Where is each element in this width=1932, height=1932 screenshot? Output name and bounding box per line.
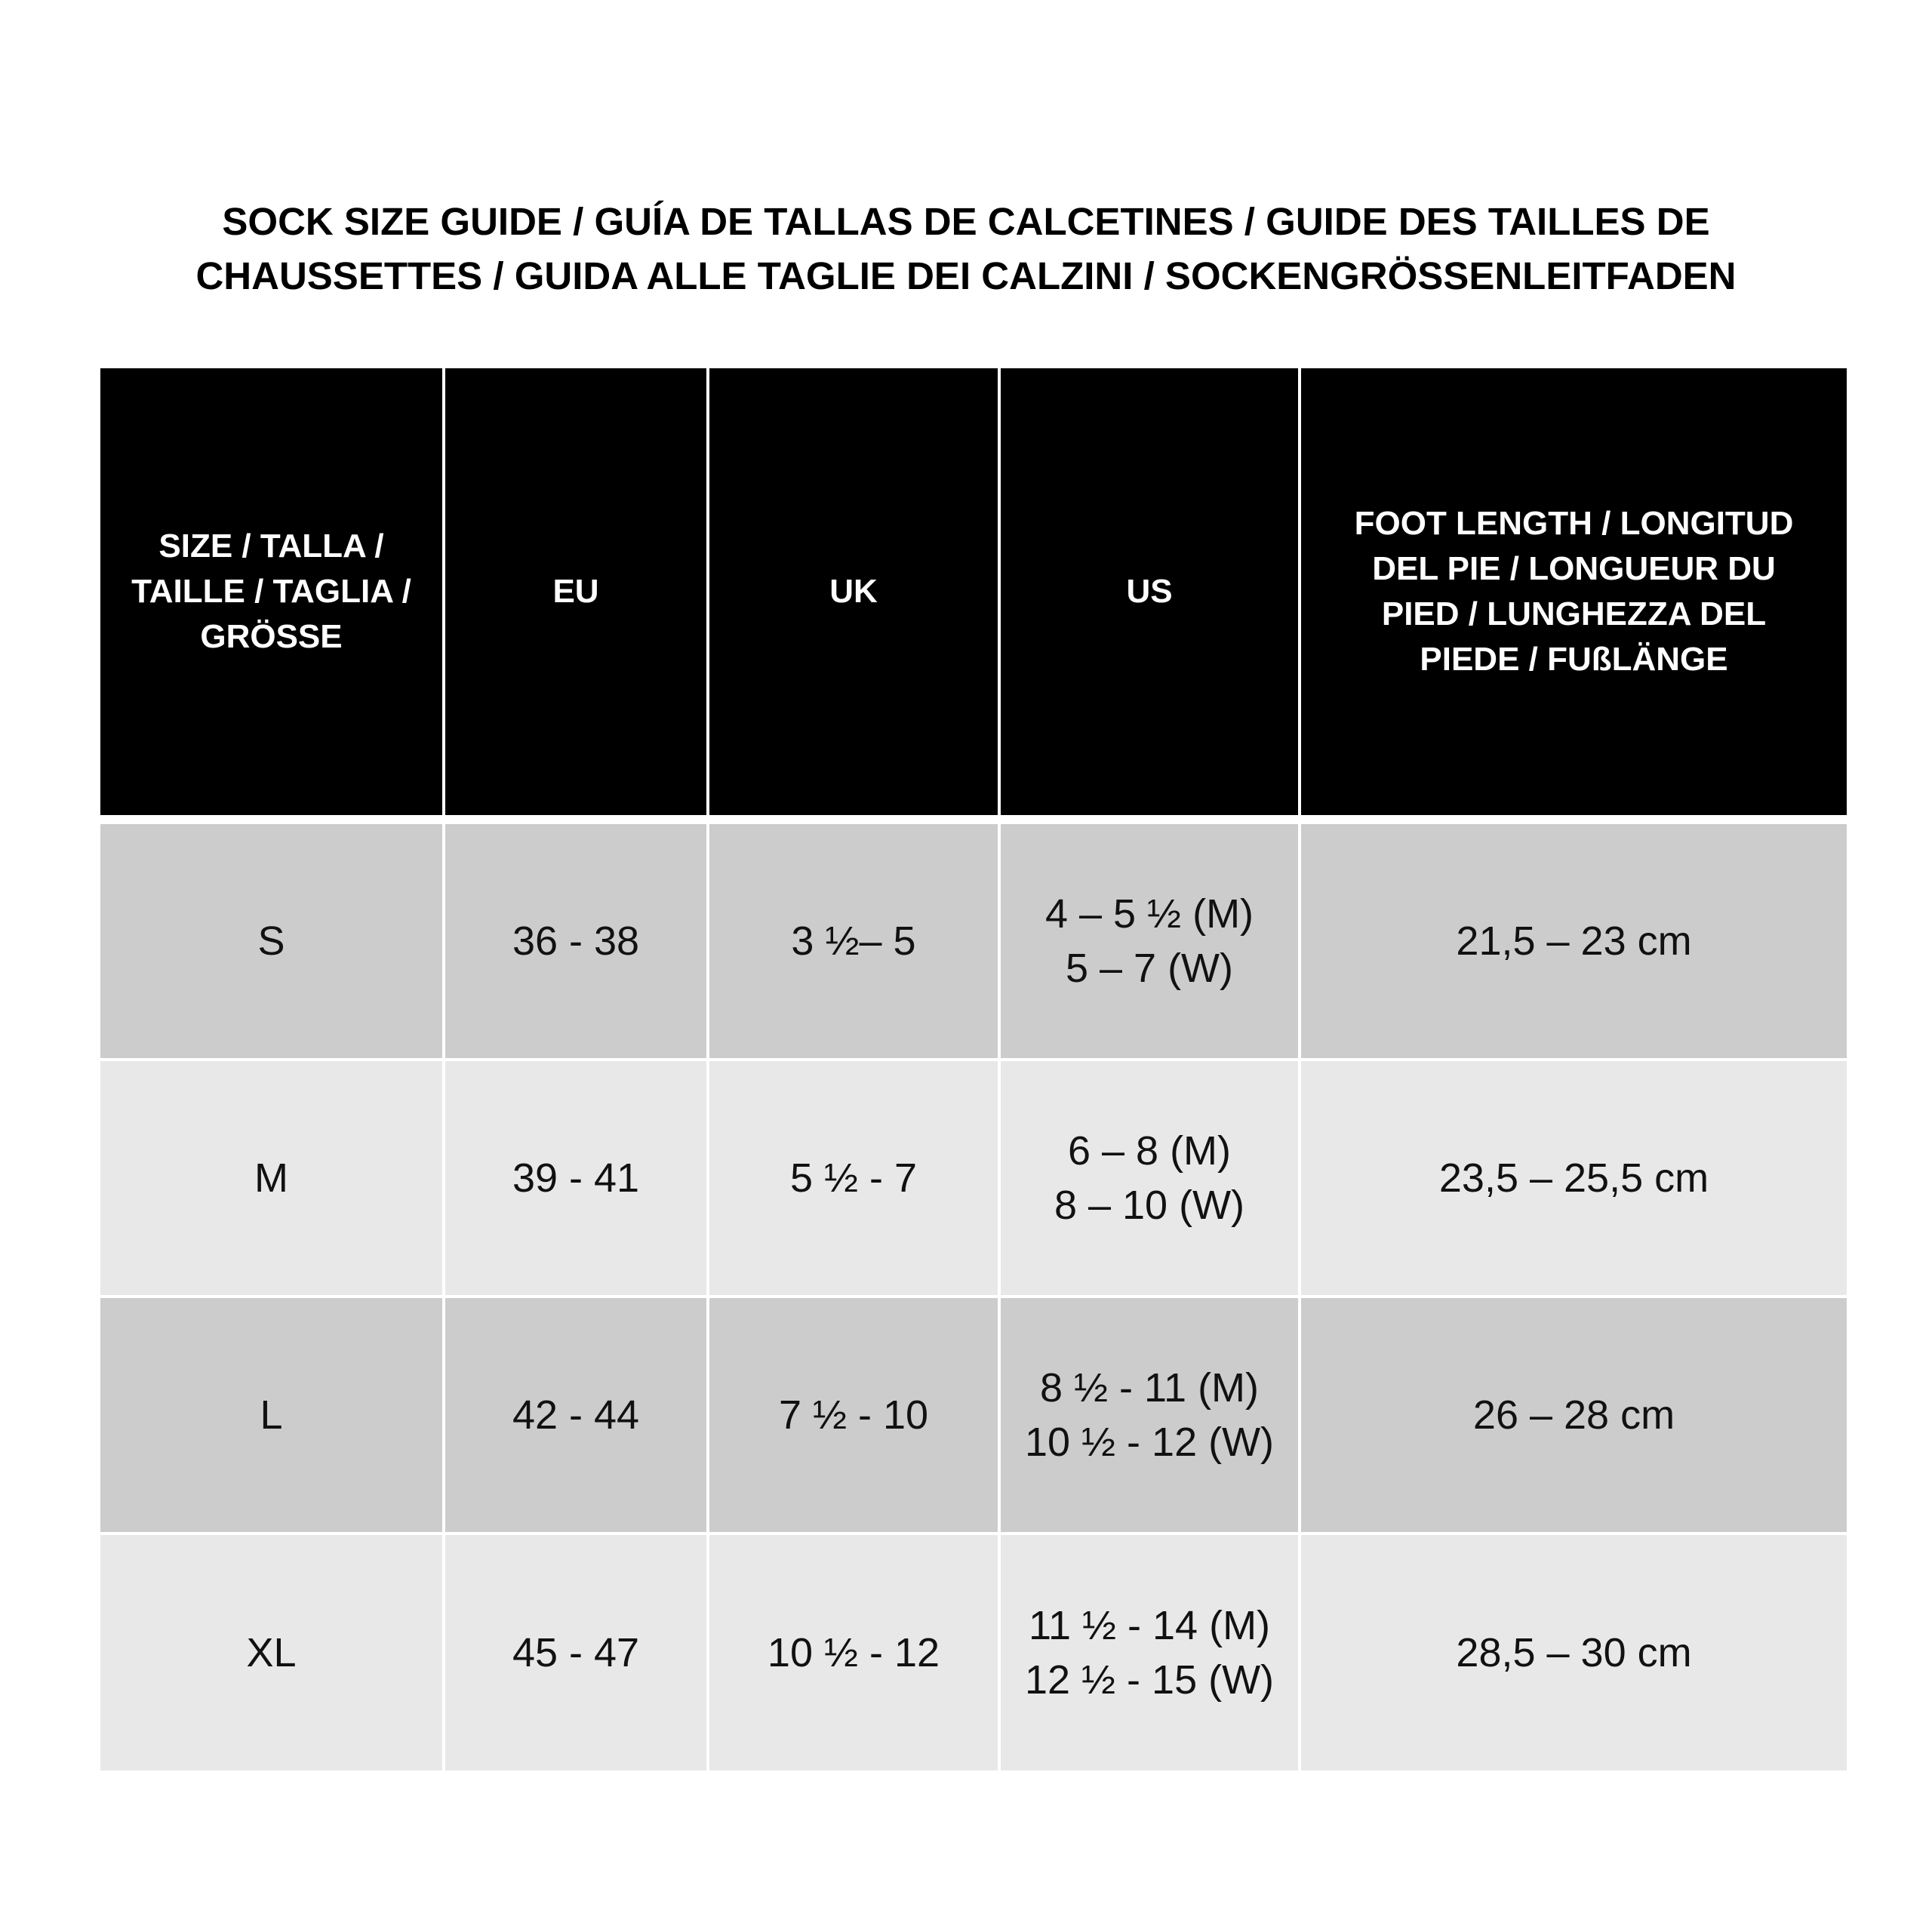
cell-eu: 45 - 47 [512, 1630, 640, 1675]
header-uk [709, 368, 998, 815]
header-foot-line-3: PIED / LUNGHEZZA DEL [1381, 595, 1767, 632]
cell-eu: 42 - 44 [512, 1392, 640, 1438]
cell-size: S [257, 918, 285, 964]
cell-us-men: 6 – 8 (M) [1067, 1128, 1232, 1174]
header-foot-line-4: PIEDE / FUßLÄNGE [1420, 641, 1728, 678]
table-row-l-uk [709, 1298, 998, 1532]
title-line-2: CHAUSSETTES / GUIDA ALLE TAGLIE DEI CALZINI / SOCKENGRÖSSENLEITFADEN [195, 254, 1737, 297]
table-row-xl-us [1001, 1535, 1298, 1770]
cell-uk: 3 ½– 5 [791, 918, 916, 964]
table-row-m-uk [709, 1061, 998, 1295]
table-row-s-uk [709, 824, 998, 1058]
cell-foot-length: 28,5 – 30 cm [1456, 1630, 1692, 1675]
table-row-l-size [100, 1298, 442, 1532]
header-foot-line-1: FOOT LENGTH / LONGITUD [1354, 505, 1794, 542]
table-row-l-us [1001, 1298, 1298, 1532]
header-foot-line-2: DEL PIE / LONGUEUR DU [1372, 550, 1776, 587]
title-line-1: SOCK SIZE GUIDE / GUÍA DE TALLAS DE CALCETINES / GUIDE DES TAILLES DE [222, 200, 1710, 243]
cell-foot-length: 23,5 – 25,5 cm [1438, 1155, 1709, 1201]
table-row-s-us [1001, 824, 1298, 1058]
table-row-m-eu [445, 1061, 706, 1295]
header-us-label: US [1126, 573, 1173, 610]
cell-us-women: 5 – 7 (W) [1065, 946, 1234, 991]
table-row-xl-foot [1301, 1535, 1847, 1770]
table-row-m-us [1001, 1061, 1298, 1295]
cell-size: L [260, 1392, 283, 1438]
header-size-line-2: TAILLE / TAGLIA / [131, 573, 411, 610]
table-row-m-foot [1301, 1061, 1847, 1295]
cell-size: M [254, 1155, 288, 1201]
table-row-xl-eu [445, 1535, 706, 1770]
cell-uk: 10 ½ - 12 [767, 1630, 940, 1675]
header-foot-length [1301, 368, 1847, 815]
table-row-xl-size [100, 1535, 442, 1770]
page-title [91, 195, 1841, 303]
table-row-l-foot [1301, 1298, 1847, 1532]
cell-us-women: 10 ½ - 12 (W) [1024, 1420, 1275, 1465]
table-row-xl-uk [709, 1535, 998, 1770]
cell-us-men: 4 – 5 ½ (M) [1044, 891, 1254, 937]
cell-eu: 36 - 38 [512, 918, 640, 964]
size-table [100, 368, 1847, 1777]
table-row-s-foot [1301, 824, 1847, 1058]
cell-uk: 7 ½ - 10 [778, 1392, 929, 1438]
cell-us-women: 8 – 10 (W) [1054, 1183, 1245, 1228]
table-row-s-size [100, 824, 442, 1058]
cell-eu: 39 - 41 [512, 1155, 640, 1201]
cell-foot-length: 21,5 – 23 cm [1456, 918, 1692, 964]
cell-us-men: 11 ½ - 14 (M) [1028, 1603, 1271, 1648]
cell-foot-length: 26 – 28 cm [1472, 1392, 1675, 1438]
cell-us-women: 12 ½ - 15 (W) [1024, 1657, 1275, 1703]
header-uk-label: UK [829, 573, 878, 610]
header-eu-label: EU [552, 573, 599, 610]
table-row-m-size [100, 1061, 442, 1295]
header-eu [445, 368, 706, 815]
cell-size: XL [246, 1630, 297, 1675]
cell-uk: 5 ½ - 7 [789, 1155, 918, 1201]
table-row-l-eu [445, 1298, 706, 1532]
cell-us-men: 8 ½ - 11 (M) [1039, 1365, 1260, 1411]
header-size-line-3: GRÖSSE [200, 618, 343, 655]
header-us [1001, 368, 1298, 815]
table-row-s-eu [445, 824, 706, 1058]
header-size-line-1: SIZE / TALLA / [158, 528, 384, 565]
header-size [100, 368, 442, 815]
